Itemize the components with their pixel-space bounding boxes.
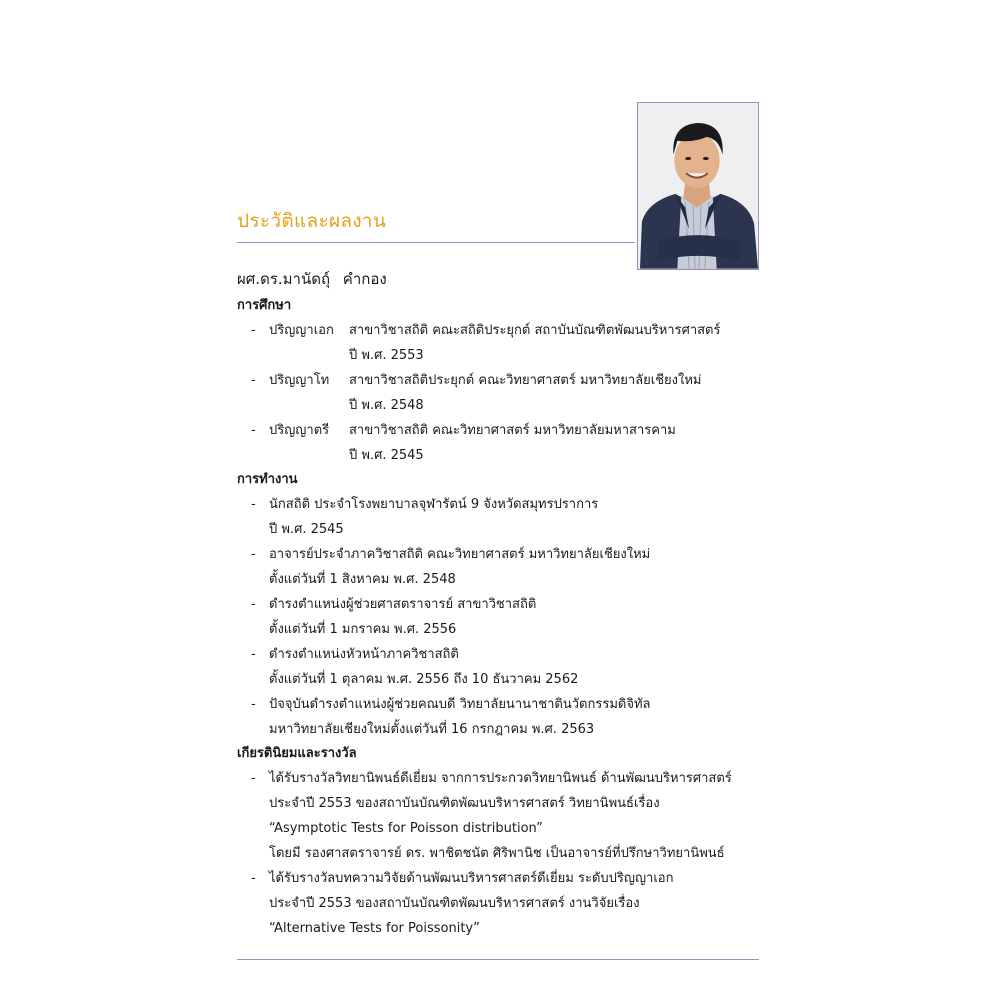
education-item-masters <box>237 368 767 418</box>
degree-label: ปริญญาโท <box>269 373 330 388</box>
award-line: ประจำปี 2553 ของสถาบันบัณฑิตพัฒนบริหารศาสตร์ วิทยานิพนธ์เรื่อง <box>269 796 660 811</box>
bullet-dash: - <box>251 647 256 662</box>
education-list <box>237 318 767 468</box>
award-line: ได้รับรางวัลบทความวิจัยด้านพัฒนบริหารศาสตร์ดีเยี่ยม ระดับปริญญาเอก <box>269 871 674 886</box>
work-heading: การทำงาน <box>237 472 298 487</box>
education-heading: การศึกษา <box>237 298 292 313</box>
work-date: ตั้งแต่วันที่ 1 สิงหาคม พ.ศ. 2548 <box>269 572 456 587</box>
work-date: ตั้งแต่วันที่ 1 ตุลาคม พ.ศ. 2556 ถึง 10 ธันวาคม 2562 <box>269 672 579 687</box>
degree-year: ปี พ.ศ. 2545 <box>349 448 424 463</box>
work-item <box>237 692 767 742</box>
research-title: “Alternative Tests for Poissonity” <box>269 921 480 936</box>
thesis-title: “Asymptotic Tests for Poisson distribution” <box>269 821 543 836</box>
work-position: อาจารย์ประจำภาควิชาสถิติ คณะวิทยาศาสตร์ มหาวิทยาลัยเชียงใหม่ <box>269 547 651 562</box>
work-date: ปี พ.ศ. 2545 <box>269 522 344 537</box>
award-line: โดยมี รองศาสตราจารย์ ดร. พาชิตชนัต ศิริพานิช เป็นอาจารย์ที่ปรึกษาวิทยานิพนธ์ <box>269 846 725 861</box>
work-item <box>237 542 767 592</box>
education-item-phd <box>237 318 767 368</box>
degree-label: ปริญญาตรี <box>269 423 330 438</box>
award-line: ประจำปี 2553 ของสถาบันบัณฑิตพัฒนบริหารศาสตร์ งานวิจัยเรื่อง <box>269 896 640 911</box>
work-position: ดำรงตำแหน่งผู้ช่วยศาสตราจารย์ สาขาวิชาสถิติ <box>269 597 537 612</box>
bottom-divider <box>237 959 759 960</box>
title-divider <box>237 242 635 243</box>
degree-detail: สาขาวิชาสถิติ คณะสถิติประยุกต์ สถาบันบัณฑิตพัฒนบริหารศาสตร์ <box>349 323 721 338</box>
awards-list <box>237 766 767 941</box>
person-name: ผศ.ดร.มานัดถุ์ คำกอง <box>237 270 387 288</box>
education-item-bachelors <box>237 418 767 468</box>
section-title: ประวัติและผลงาน <box>237 210 387 232</box>
degree-label: ปริญญาเอก <box>269 323 334 338</box>
degree-detail: สาขาวิชาสถิติ คณะวิทยาศาสตร์ มหาวิทยาลัยมหาสารคาม <box>349 423 676 438</box>
awards-heading: เกียรตินิยมและรางวัล <box>237 746 357 761</box>
work-date: มหาวิทยาลัยเชียงใหม่ตั้งแต่วันที่ 16 กรกฎาคม พ.ศ. 2563 <box>269 722 595 737</box>
bullet-dash: - <box>251 547 256 562</box>
work-item <box>237 492 767 542</box>
work-date: ตั้งแต่วันที่ 1 มกราคม พ.ศ. 2556 <box>269 622 457 637</box>
award-line: ได้รับรางวัลวิทยานิพนธ์ดีเยี่ยม จากการประกวดวิทยานิพนธ์ ด้านพัฒนบริหารศาสตร์ <box>269 771 732 786</box>
bullet-dash: - <box>251 871 256 886</box>
bullet-dash: - <box>251 771 256 786</box>
profile-content <box>237 264 767 941</box>
bullet-dash: - <box>251 323 256 338</box>
work-position: นักสถิติ ประจำโรงพยาบาลจุฬารัตน์ 9 จังหวัดสมุทรปราการ <box>269 497 599 512</box>
bullet-dash: - <box>251 497 256 512</box>
work-list <box>237 492 767 742</box>
degree-year: ปี พ.ศ. 2553 <box>349 348 424 363</box>
work-position: ปัจจุบันดำรงตำแหน่งผู้ช่วยคณบดี วิทยาลัยนานาชาตินวัตกรรมดิจิทัล <box>269 697 651 712</box>
profile-photo <box>637 102 759 270</box>
degree-detail: สาขาวิชาสถิติประยุกต์ คณะวิทยาศาสตร์ มหาวิทยาลัยเชียงใหม่ <box>349 373 702 388</box>
award-item <box>237 766 767 866</box>
work-position: ดำรงตำแหน่งหัวหน้าภาควิชาสถิติ <box>269 647 459 662</box>
bullet-dash: - <box>251 423 256 438</box>
award-item <box>237 866 767 941</box>
degree-year: ปี พ.ศ. 2548 <box>349 398 424 413</box>
bullet-dash: - <box>251 373 256 388</box>
bullet-dash: - <box>251 697 256 712</box>
work-item <box>237 642 767 692</box>
work-item <box>237 592 767 642</box>
bullet-dash: - <box>251 597 256 612</box>
